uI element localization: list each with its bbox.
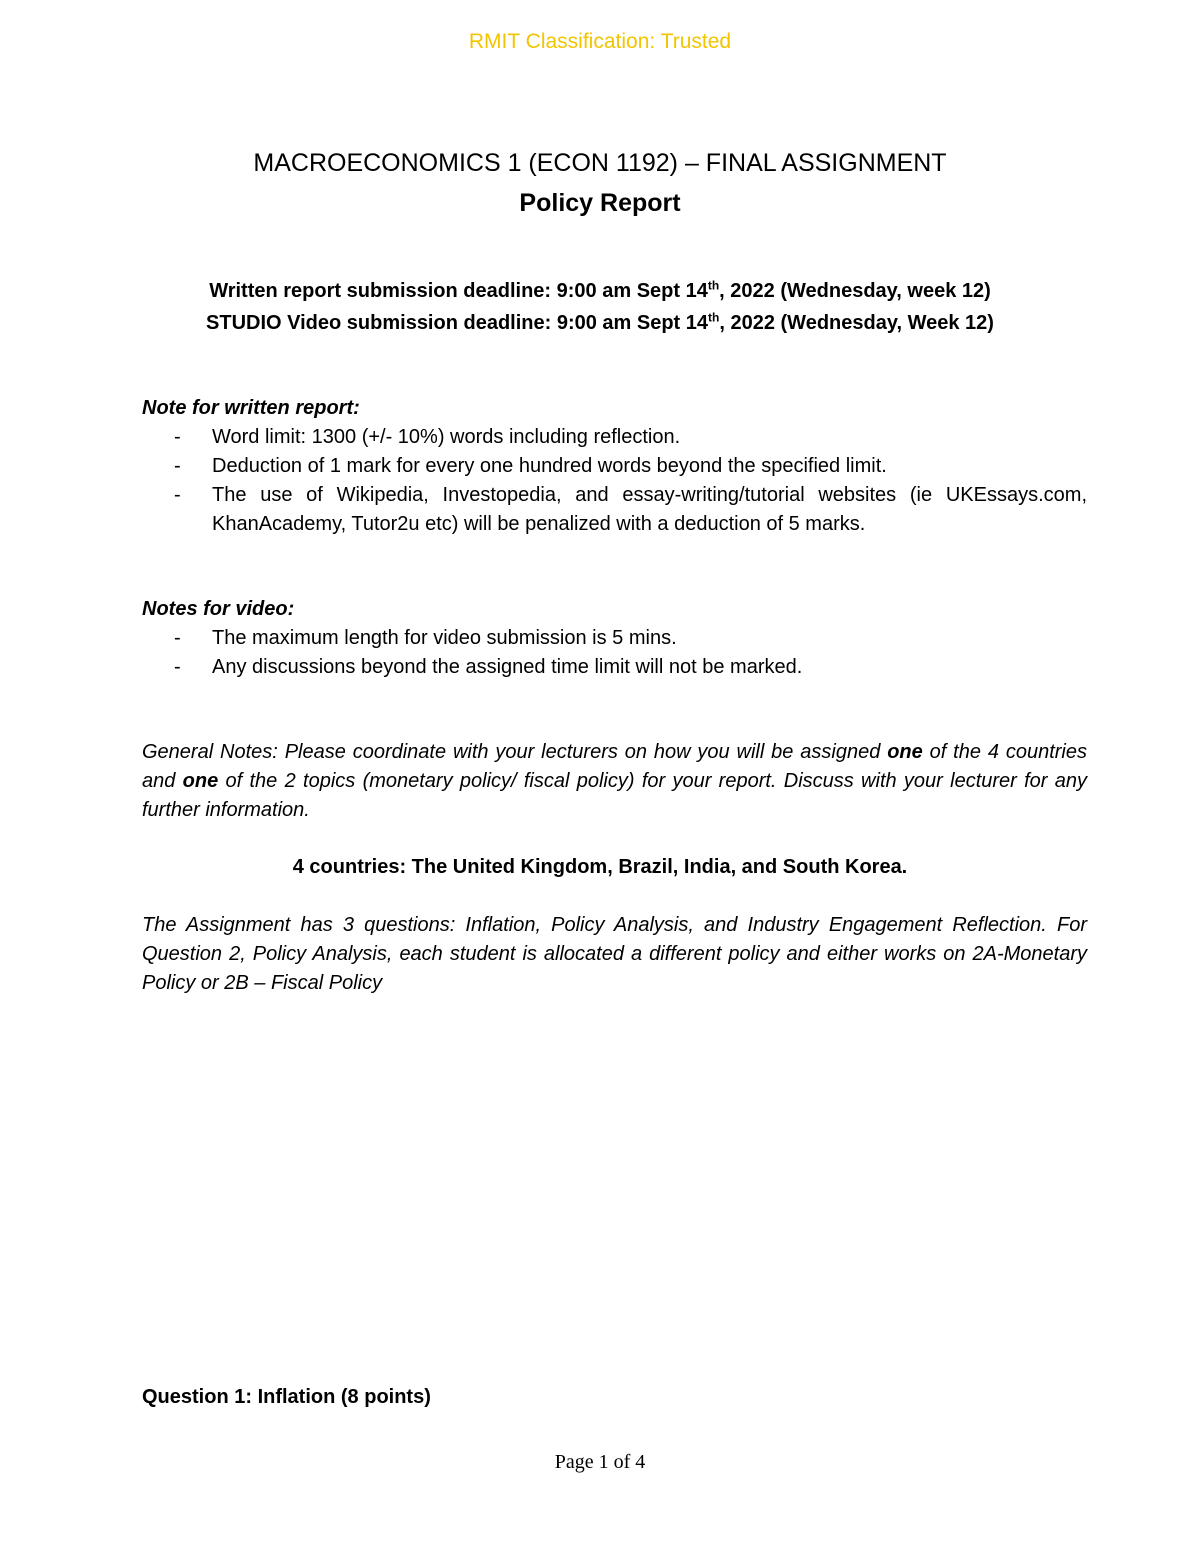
dash-marker: - [174,484,181,506]
written-report-notes [142,394,1087,539]
video-deadline-suffix: , 2022 (Wednesday, Week 12) [719,312,994,334]
general-notes-emphasis-2: one [182,770,219,792]
general-notes-part1: General Notes: Please coordinate with your lecturers on how you will be assigned [142,741,888,763]
dash-marker: - [174,426,181,448]
written-deadline-sup: th [707,278,720,293]
list-item [142,481,1087,539]
question-1-heading: Question 1: Inflation (8 points) [142,1386,431,1408]
video-deadline-prefix: STUDIO Video submission deadline: 9:00 am Sept 14 [206,312,709,334]
dash-marker: - [174,656,181,678]
video-notes [142,595,1087,682]
general-notes-emphasis-1: one [887,741,923,763]
assignment-overview: The Assignment has 3 questions: Inflation, Policy Analysis, and Industry Engagement Reflection. For Question 2, Policy Analysis, each student is allocated a different policy and either works on 2A-Monetary Policy or 2B – Fiscal Policy [142,914,1087,994]
written-notes-heading: Note for written report: [142,397,360,419]
list-item-text: The maximum length for video submission is 5 mins. [212,627,677,649]
list-item [142,423,1087,452]
general-notes [142,738,1087,825]
document-title: MACROECONOMICS 1 (ECON 1192) – FINAL ASSIGNMENT [253,149,947,177]
video-notes-heading: Notes for video: [142,598,295,620]
written-deadline [0,275,1200,307]
list-item-text: Any discussions beyond the assigned time limit will not be marked. [212,656,803,678]
general-notes-part3: of the 2 topics (monetary policy/ fiscal policy) for your report. Discuss with your lecturer for any further information. [142,770,1087,821]
list-item-text: Deduction of 1 mark for every one hundred words beyond the specified limit. [212,455,887,477]
list-item [142,624,1087,653]
list-item [142,452,1087,481]
classification-label: RMIT Classification: Trusted [468,30,732,53]
written-deadline-suffix: , 2022 (Wednesday, week 12) [719,280,991,302]
general-notes-part2: of the 4 countries and [142,741,1087,792]
video-deadline [0,307,1200,339]
document-subtitle: Policy Report [519,189,681,217]
dash-marker: - [174,627,181,649]
deadlines [0,275,1200,339]
title-block [0,146,1200,220]
dash-marker: - [174,455,181,477]
written-notes-list [142,423,1087,539]
video-deadline-sup: th [708,310,720,325]
written-deadline-prefix: Written report submission deadline: 9:00 am Sept 14 [209,280,708,302]
video-notes-list [142,624,1087,682]
list-item [142,653,1087,682]
countries-line: 4 countries: The United Kingdom, Brazil, India, and South Korea. [292,856,908,878]
page-number: Page 1 of 4 [554,1451,646,1473]
list-item-text: The use of Wikipedia, Investopedia, and essay-writing/tutorial websites (ie UKEssays.com, KhanAcademy, Tutor2u etc) will be penalized with a deduction of 5 marks. [212,484,1087,535]
list-item-text: Word limit: 1300 (+/- 10%) words including reflection. [212,426,681,448]
